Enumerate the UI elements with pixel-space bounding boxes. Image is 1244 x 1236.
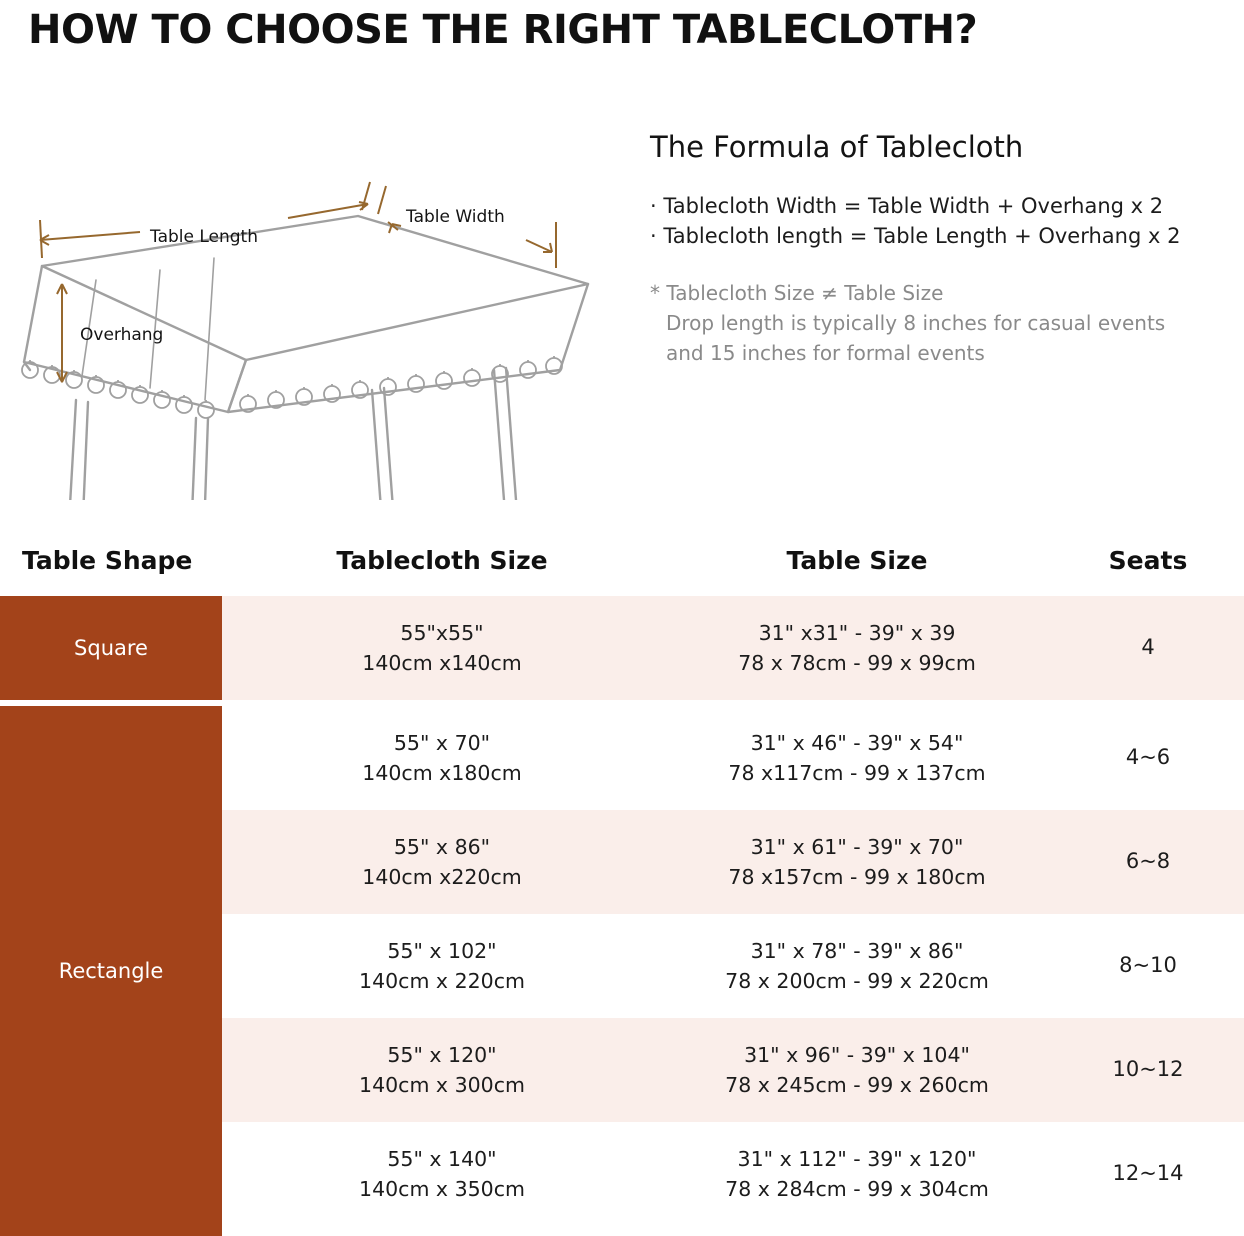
shape-cell-square: Square: [0, 596, 222, 700]
table-diagram-svg: [0, 70, 640, 500]
diagram-label-table-width: Table Width: [406, 207, 505, 227]
cell-table-size: [662, 1144, 1052, 1205]
table-size-inches: 31" x 78" - 39" x 86": [750, 938, 964, 963]
cell-tablecloth-size: [222, 832, 662, 893]
table-row: [222, 1122, 1244, 1226]
cloth-size-cm: 140cm x140cm: [362, 651, 522, 675]
cell-table-size: [662, 832, 1052, 893]
page-title: HOW TO CHOOSE THE RIGHT TABLECLOTH?: [28, 7, 978, 53]
cell-tablecloth-size: [222, 618, 662, 679]
cell-table-size: [662, 936, 1052, 997]
shape-cell-rectangle: Rectangle: [0, 706, 222, 1236]
cloth-size-inches: 55" x 140": [387, 1146, 497, 1171]
cell-seats: 10~12: [1112, 1057, 1184, 1082]
table-size-cm: 78 x 200cm - 99 x 220cm: [725, 969, 989, 993]
table-body: [0, 596, 1244, 1236]
table-size-cm: 78 x 284cm - 99 x 304cm: [725, 1177, 989, 1201]
cloth-size-cm: 140cm x 300cm: [359, 1073, 525, 1097]
shape-column: [0, 596, 222, 1236]
formula-line-length: · Tablecloth length = Table Length + Overhang x 2: [650, 223, 1181, 248]
table-size-inches: 31" x 61" - 39" x 70": [750, 834, 964, 859]
table-size-inches: 31" x 96" - 39" x 104": [744, 1042, 970, 1067]
table-size-cm: 78 x157cm - 99 x 180cm: [728, 865, 986, 889]
cell-tablecloth-size: [222, 728, 662, 789]
cell-seats: 4~6: [1125, 745, 1171, 770]
cloth-size-cm: 140cm x 350cm: [359, 1177, 525, 1201]
column-header-table-size: Table Size: [786, 545, 928, 575]
diagram-label-overhang: Overhang: [80, 325, 164, 345]
diagram-label-table-length: Table Length: [150, 227, 259, 247]
column-header-tablecloth-size: Tablecloth Size: [336, 545, 548, 575]
table-size-inches: 31" x 46" - 39" x 54": [750, 730, 964, 755]
formula-heading: The Formula of Tablecloth: [650, 130, 1024, 164]
cell-table-size: [662, 728, 1052, 789]
cell-tablecloth-size: [222, 1144, 662, 1205]
cloth-size-inches: 55" x 102": [387, 938, 497, 963]
table-row: [222, 706, 1244, 810]
cloth-size-inches: 55" x 86": [393, 834, 491, 859]
cell-seats: 8~10: [1119, 953, 1177, 978]
formula-note-drop-1: Drop length is typically 8 inches for casual events: [666, 310, 1166, 335]
cell-table-size: [662, 618, 1052, 679]
table-size-cm: 78 x 78cm - 99 x 99cm: [738, 651, 976, 675]
table-size-inches: 31" x 112" - 39" x 120": [737, 1146, 977, 1171]
cloth-size-cm: 140cm x220cm: [362, 865, 522, 889]
table-diagram: [0, 70, 640, 482]
size-table: [0, 524, 1244, 1236]
formula-line-width: · Tablecloth Width = Table Width + Overhang x 2: [650, 194, 1164, 218]
cloth-size-cm: 140cm x 220cm: [359, 969, 525, 993]
column-header-table-shape: Table Shape: [22, 545, 193, 575]
cloth-size-inches: 55" x 120": [387, 1042, 497, 1067]
cloth-size-cm: 140cm x180cm: [362, 761, 522, 785]
cell-table-size: [662, 1040, 1052, 1101]
table-size-cm: 78 x117cm - 99 x 137cm: [728, 761, 986, 785]
table-row: [222, 810, 1244, 914]
formula-note-size: * Tablecloth Size ≠ Table Size: [650, 280, 944, 305]
cloth-size-inches: 55" x 70": [393, 730, 491, 755]
table-row: [222, 596, 1244, 700]
data-rows: [222, 596, 1244, 1236]
top-section: [0, 52, 1244, 482]
formula-note-drop-2: and 15 inches for formal events: [666, 340, 985, 365]
cell-tablecloth-size: [222, 1040, 662, 1101]
cell-seats: 6~8: [1125, 849, 1171, 874]
cell-tablecloth-size: [222, 936, 662, 997]
formula-note: [650, 278, 1224, 368]
table-header-row: [0, 524, 1244, 596]
table-size-cm: 78 x 245cm - 99 x 260cm: [725, 1073, 989, 1097]
column-header-seats: Seats: [1108, 545, 1188, 575]
table-row: [222, 914, 1244, 1018]
table-row: [222, 1018, 1244, 1122]
cell-seats: 4: [1141, 635, 1155, 660]
formula-panel: [640, 70, 1244, 482]
cell-seats: 12~14: [1112, 1161, 1184, 1186]
table-size-inches: 31" x31" - 39" x 39: [758, 620, 956, 645]
cloth-size-inches: 55"x55": [400, 620, 484, 645]
